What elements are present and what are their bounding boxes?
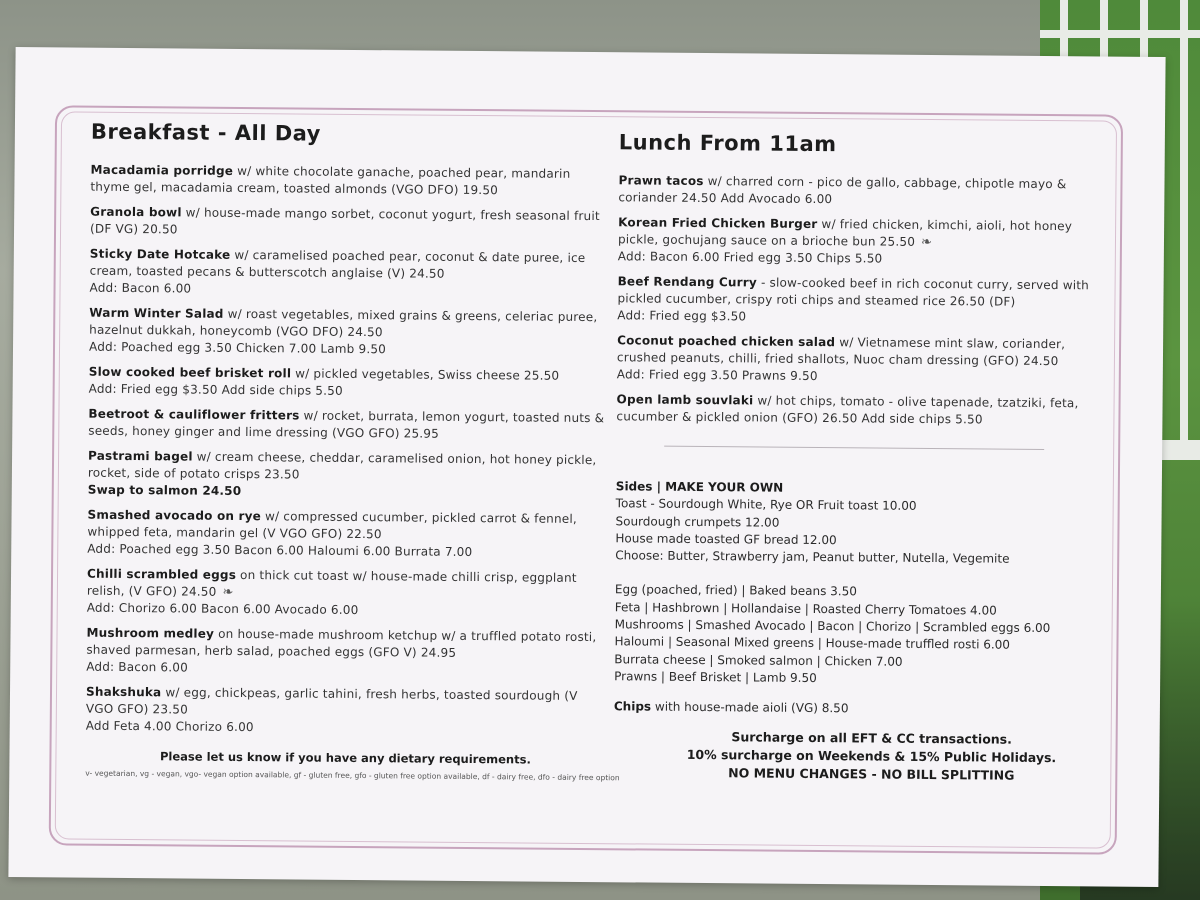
menu-item-description: w/ caramelised poached pear, coconut & date puree, ice cream, toasted pecans & butterscotch anglaise (V) 24.50 (89, 247, 586, 281)
sides-line: Haloumi | Seasonal Mixed greens | House-made truffled rosti 6.00 (614, 634, 1011, 653)
breakfast-column (85, 119, 620, 783)
sides-line: House made toasted GF bread 12.00 (615, 531, 837, 548)
menu-item-name: Mushroom medley (86, 625, 215, 641)
menu-item-description: w/ roast vegetables, mixed grains & greens, celeriac puree, hazelnut dukkah, honeycomb (VGO DFO) 24.50 (89, 306, 598, 340)
surcharge-line-2: 10% surcharge on Weekends & 15% Public Holidays. (686, 747, 1057, 766)
menu-item (617, 273, 1097, 328)
menu-item (89, 246, 609, 302)
menu-item-name: Open lamb souvlaki (616, 392, 754, 408)
menu-item-addons: Add: Fried egg 3.50 Prawns 9.50 (616, 367, 818, 384)
menu-item-name: Warm Winter Salad (89, 305, 224, 321)
menu-item (87, 507, 607, 563)
menu-item (89, 364, 609, 403)
menu-item-name: Coconut poached chicken salad (617, 333, 836, 350)
menu-item (88, 448, 608, 504)
sides-line: Feta | Hashbrown | Hollandaise | Roasted Cherry Tomatoes 4.00 (614, 600, 997, 618)
menu-item (89, 305, 609, 361)
menu-item-description: w/ hot chips, tomato - olive tapenade, tzatziki, feta, cucumber & pickled onion (GFO) 26.50 Add side chips 5.50 (616, 393, 1079, 427)
menu-item (87, 566, 607, 622)
menu-item (90, 162, 610, 201)
menu-item-description: w/ compressed cucumber, pickled carrot & fennel, whipped feta, mandarin gel (V VGO GFO) 22.50 (87, 509, 578, 542)
menu-item-name: Macadamia porridge (90, 162, 234, 178)
menu-item (86, 625, 606, 681)
chips-item (614, 700, 1094, 718)
sides-list-a (615, 496, 1096, 569)
surcharge-line-3: NO MENU CHANGES - NO BILL SPLITTING (728, 765, 1015, 784)
dietary-legend: v- vegetarian, vg - vegan, vgo- vegan option available, gf - gluten free, gfo - gluten free option available, df - dairy free, dfo - dairy free option (85, 768, 620, 783)
sides-line: Egg (poached, fried) | Baked beans 3.50 (614, 582, 857, 599)
menu-item (616, 391, 1096, 429)
surcharge-notice (613, 728, 1093, 786)
menu-item-addons: Add: Bacon 6.00 (89, 280, 192, 296)
menu-item-description: - slow-cooked beef in rich coconut curry, served with pickled cucumber, crispy roti chips and steamed rice 26.50 (DF) (617, 275, 1090, 309)
sides-line: Choose: Butter, Strawberry jam, Peanut butter, Nutella, Vegemite (615, 548, 1010, 566)
sides-line: Mushrooms | Smashed Avocado | Bacon | Chorizo | Scrambled eggs 6.00 (614, 617, 1051, 636)
menu-item-addons: Add: Fried egg $3.50 (617, 308, 747, 324)
menu-item-addons: Add: Bacon 6.00 (86, 659, 189, 675)
menu-item (88, 406, 608, 445)
menu-item-description: w/ charred corn - pico de gallo, cabbage, chipotle mayo & coriander 24.50 Add Avocado 6.00 (618, 174, 1067, 207)
lunch-title: Lunch From 11am (618, 130, 837, 157)
menu-item-addons: Add: Chorizo 6.00 Bacon 6.00 Avocado 6.00 (86, 600, 359, 618)
chili-pepper-icon: ❧ (222, 584, 234, 600)
menu-item (86, 684, 606, 740)
menu-item-description: w/ pickled vegetables, Swiss cheese 25.50 (291, 366, 560, 383)
menu-item-swap: Swap to salmon 24.50 (87, 482, 242, 498)
menu-item-addons: Add: Poached egg 3.50 Chicken 7.00 Lamb 9.50 (88, 339, 387, 357)
menu-item-addons: Add: Fried egg $3.50 Add side chips 5.50 (88, 381, 343, 398)
railing (1180, 0, 1188, 440)
menu-item-name: Beetroot & cauliflower fritters (88, 406, 300, 423)
menu-item-description: w/ house-made mango sorbet, coconut yogurt, fresh seasonal fruit (DF VG) 20.50 (89, 205, 600, 237)
sides-line: Burrata cheese | Smoked salmon | Chicken 7.00 (614, 651, 903, 669)
sides-line: Sourdough crumpets 12.00 (615, 513, 780, 530)
menu-item-name: Sticky Date Hotcake (89, 246, 231, 262)
menu-item-description: w/ egg, chickpeas, garlic tahini, fresh herbs, toasted sourdough (V VGO GFO) 23.50 (85, 685, 578, 717)
menu-item-name: Pastrami bagel (88, 448, 193, 464)
menu-item-description: w/ rocket, burrata, lemon yogurt, toasted nuts & seeds, honey ginger and lime dressing (VGO GFO) 25.95 (88, 408, 605, 441)
lunch-items (616, 172, 1098, 429)
menu-sheet (8, 47, 1165, 887)
sides-line: Toast - Sourdough White, Rye OR Fruit toast 10.00 (615, 496, 917, 514)
breakfast-items (86, 162, 611, 740)
menu-item-description: w/ Vietnamese mint slaw, coriander, crushed peanuts, chilli, fried shallots, Nuoc cham dressing (GFO) 24.50 (616, 335, 1066, 369)
menu-item-addons: Add Feta 4.00 Chorizo 6.00 (85, 718, 254, 735)
menu-item-name: Slow cooked beef brisket roll (88, 364, 292, 381)
menu-item-name: Smashed avocado on rye (87, 507, 262, 524)
lunch-column (613, 130, 1099, 785)
menu-item-name: Shakshuka (85, 684, 162, 700)
menu-item (618, 172, 1098, 210)
menu-item-name: Prawn tacos (618, 173, 704, 189)
menu-item-name: Beef Rendang Curry (617, 274, 758, 290)
menu-item-description: w/ white chocolate ganache, poached pear, mandarin thyme gel, macadamia cream, toasted almonds (VGO DFO) 19.50 (90, 163, 571, 198)
menu-item-addons: Add: Poached egg 3.50 Bacon 6.00 Haloumi 6.00 Burrata 7.00 (87, 541, 473, 560)
menu-item-description: on thick cut toast w/ house-made chilli crisp, eggplant relish, (V GFO) 24.50 (86, 567, 577, 599)
menu-item-name: Chilli scrambled eggs (86, 566, 237, 582)
menu-item-description: w/ cream cheese, cheddar, caramelised onion, hot honey pickle, rocket, side of potato crisps 23.50 (87, 449, 597, 482)
dietary-note: Please let us know if you have any dietary requirements. (159, 749, 531, 767)
sides-heading: Sides | MAKE YOUR OWN (615, 479, 784, 495)
sides-list-b (614, 582, 1095, 690)
menu-item-description: w/ fried chicken, kimchi, aioli, hot honey pickle, gochujang sauce on a brioche bun 25.50 (617, 217, 1073, 249)
chips-desc: with house-made aioli (VG) 8.50 (651, 699, 849, 716)
menu-item-description: on house-made mushroom ketchup w/ a truffled potato rosti, shaved parmesan, herb salad, poached eggs (GFO V) 24.95 (86, 626, 597, 660)
menu-item-name: Granola bowl (90, 204, 182, 220)
menu-item-addons: Add: Bacon 6.00 Fried egg 3.50 Chips 5.50 (617, 249, 883, 266)
surcharge-line-1: Surcharge on all EFT & CC transactions. (731, 729, 1012, 747)
chili-pepper-icon: ❧ (921, 234, 933, 251)
divider (664, 446, 1044, 450)
menu-item (90, 204, 610, 243)
sides-line: Prawns | Beef Brisket | Lamb 9.50 (614, 669, 817, 685)
breakfast-title: Breakfast - All Day (90, 119, 322, 146)
menu-item (618, 214, 1098, 269)
chips-name: Chips (613, 699, 652, 714)
sides-section (614, 478, 1096, 689)
menu-item-name: Korean Fried Chicken Burger (618, 215, 818, 232)
menu-item (617, 332, 1097, 387)
